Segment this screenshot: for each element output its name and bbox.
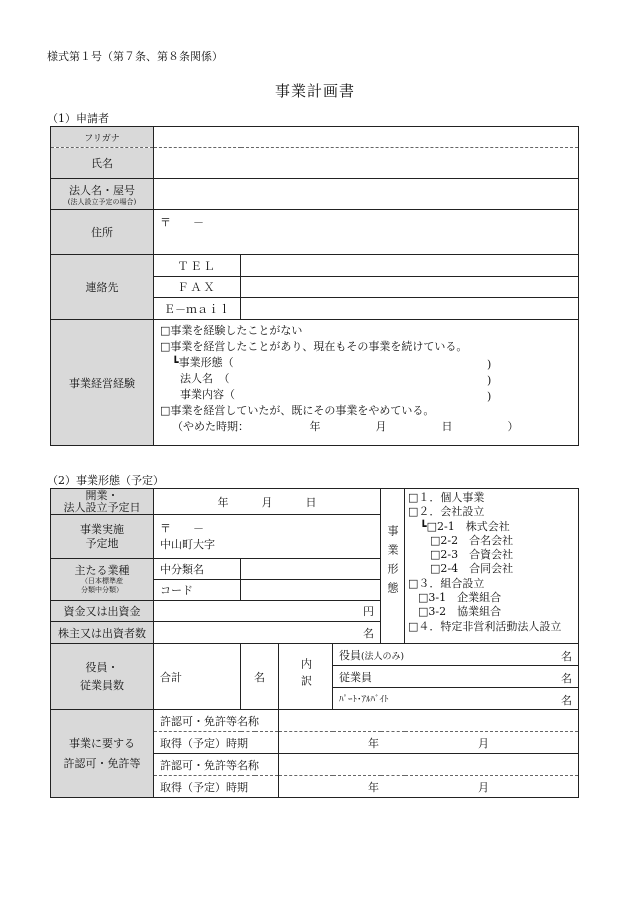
applicant-table bbox=[50, 126, 579, 446]
form-opt-2-4[interactable]: □2-4 合同会社 bbox=[430, 562, 514, 576]
fax-field[interactable] bbox=[241, 277, 579, 298]
exp-stop-date: （やめた時期： 年 月 日 ） bbox=[172, 420, 519, 433]
contact-label: 連絡先 bbox=[51, 255, 154, 320]
document-title: 事業計画書 bbox=[274, 82, 355, 100]
form-opt-2[interactable]: □２．会社設立 bbox=[408, 505, 485, 519]
shareholders-field[interactable]: 名 bbox=[154, 622, 381, 644]
experience-label: 事業経営経験 bbox=[51, 320, 154, 446]
tel-field[interactable] bbox=[241, 255, 579, 277]
furigana-field[interactable] bbox=[154, 127, 579, 148]
officers-row[interactable]: 役員(法人のみ) 名 bbox=[333, 644, 579, 666]
fax-label: ＦＡＸ bbox=[154, 277, 241, 298]
experience-options bbox=[154, 320, 579, 446]
staff-total-unit: 名 bbox=[241, 644, 279, 710]
paren-close-2: ) bbox=[487, 374, 492, 387]
capital-label: 資金又は出資金 bbox=[51, 601, 154, 622]
employees-row[interactable]: 従業員 名 bbox=[333, 666, 579, 688]
address-label: 住所 bbox=[51, 210, 154, 255]
permit-name-field-2[interactable] bbox=[279, 754, 579, 776]
place-field[interactable]: 〒 － 中山町大字 bbox=[154, 515, 381, 559]
exp-business-form: ┗事業形態（ bbox=[172, 356, 234, 369]
industry-code-field[interactable] bbox=[241, 580, 381, 601]
tel-label: ＴＥＬ bbox=[154, 255, 241, 277]
permit-date-field-2[interactable]: 年 月 bbox=[279, 776, 579, 798]
paren-close-3: ) bbox=[487, 390, 492, 403]
form-opt-3-2[interactable]: □3-2 協業組合 bbox=[418, 605, 502, 619]
permit-name-label-2: 許認可・免許等名称 bbox=[154, 754, 279, 776]
permit-label: 事業に要する 許認可・免許等 bbox=[51, 710, 154, 798]
permit-name-label-1: 許認可・免許等名称 bbox=[154, 710, 279, 732]
corp-name-field[interactable] bbox=[154, 179, 579, 210]
open-date-label: 開業・ 法人設立予定日 bbox=[51, 489, 154, 515]
exp-corp-name: 法人名 （ bbox=[180, 372, 230, 385]
email-label: Ｅ－ｍａｉｌ bbox=[154, 298, 241, 320]
address-field[interactable]: 〒 － bbox=[154, 210, 579, 255]
form-number: 様式第１号（第７条、第８条関係） bbox=[47, 50, 223, 63]
exp-option-none[interactable]: □事業を経験したことがない bbox=[160, 324, 303, 337]
email-field[interactable] bbox=[241, 298, 579, 320]
form-opt-3-1[interactable]: □3-1 企業組合 bbox=[418, 591, 502, 605]
name-field[interactable] bbox=[154, 148, 579, 179]
industry-code-label: コード bbox=[154, 580, 241, 601]
exp-business-content: 事業内容（ bbox=[180, 388, 235, 401]
open-date-field[interactable]: 年 月 日 bbox=[154, 489, 381, 515]
name-label: 氏名 bbox=[51, 148, 154, 179]
parttime-row[interactable]: ﾊﾟｰﾄ･ｱﾙﾊﾞｲﾄ 名 bbox=[333, 688, 579, 710]
form-opt-3[interactable]: □３．組合設立 bbox=[408, 576, 485, 590]
permit-date-label-1: 取得（予定）時期 bbox=[154, 732, 279, 754]
place-label: 事業実施 予定地 bbox=[51, 515, 154, 559]
permit-name-field-1[interactable] bbox=[279, 710, 579, 732]
business-form-label: 事業形態 bbox=[381, 489, 405, 644]
staff-label: 役員・ 従業員数 bbox=[51, 644, 154, 710]
form-opt-2-2[interactable]: □2-2 合名会社 bbox=[430, 533, 514, 547]
permit-date-field-1[interactable]: 年 月 bbox=[279, 732, 579, 754]
breakdown-label: 内訳 bbox=[279, 644, 333, 710]
section2-heading: （2）事業形態（予定） bbox=[47, 474, 164, 487]
industry-name-label: 中分類名 bbox=[154, 559, 241, 580]
furigana-label: フリガナ bbox=[51, 127, 154, 148]
permit-date-label-2: 取得（予定）時期 bbox=[154, 776, 279, 798]
industry-name-field[interactable] bbox=[241, 559, 381, 580]
form-opt-2-1[interactable]: ┗□2-1 株式会社 bbox=[420, 519, 510, 533]
form-opt-1[interactable]: □１．個人事業 bbox=[408, 491, 485, 504]
business-form-table bbox=[50, 488, 579, 798]
business-form-options bbox=[405, 489, 579, 644]
paren-close-1: ) bbox=[487, 358, 492, 371]
corp-name-label: 法人名・屋号 (法人設立予定の場合) bbox=[51, 179, 154, 210]
capital-field[interactable]: 円 bbox=[154, 601, 381, 622]
shareholders-label: 株主又は出資者数 bbox=[51, 622, 154, 644]
staff-total-label: 合計 bbox=[154, 644, 241, 710]
section1-heading: （1）申請者 bbox=[47, 112, 109, 125]
exp-option-past[interactable]: □事業を経営していたが、既にその事業をやめている。 bbox=[160, 404, 435, 417]
form-opt-4[interactable]: □４．特定非営利活動法人設立 bbox=[408, 619, 562, 633]
form-opt-2-3[interactable]: □2-3 合資会社 bbox=[430, 548, 514, 562]
exp-option-current[interactable]: □事業を経営したことがあり、現在もその事業を続けている。 bbox=[160, 340, 468, 353]
industry-label: 主たる業種 （日本標準産 分類中分類） bbox=[51, 559, 154, 601]
